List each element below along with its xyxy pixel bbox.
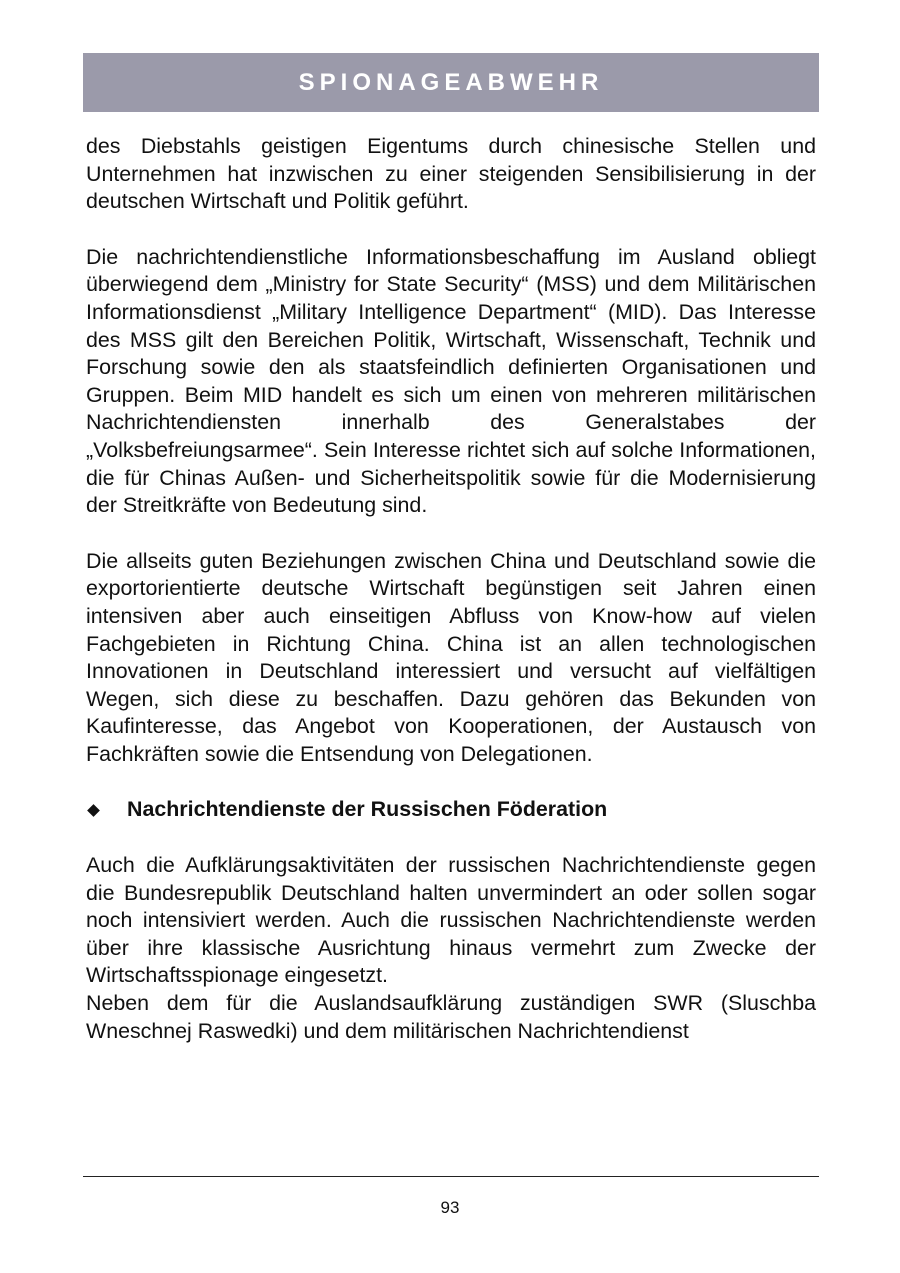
section-heading: [86, 796, 816, 824]
paragraph-intellectual-property: des Diebstahls geistigen Eigentums durch chinesische Stellen und Unternehmen hat inzwischen zu einer steigenden Sensibilisierung in der deutschen Wirtschaft und Politik geführt.: [86, 134, 816, 214]
diamond-bullet-icon: [87, 804, 100, 817]
paragraph-russian-activities: Auch die Aufklärungsaktivitäten der russischen Nachrichtendienste gegen die Bundesrepublik Deutschland halten unvermindert an oder sollen sogar noch intensiviert werden. Auch die russischen Nachrichtendienste werden über ihre klassische Ausrichtung hinaus vermehrt zum Zwecke der Wirtschaftsspionage eingesetzt.: [86, 853, 816, 988]
paragraph-swr-intro: Neben dem für die Auslandsaufklärung zuständigen SWR (Sluschba Wneschnej Raswedki) und dem militärischen Nachrichtendienst: [86, 991, 816, 1043]
page-number: 93: [440, 1198, 460, 1217]
section-heading-text: Nachrichtendienste der Russischen Föderation: [127, 797, 608, 822]
section-header-band: [83, 53, 819, 112]
section-header-title: SPIONAGEABWEHR: [298, 68, 604, 96]
footer-divider: [83, 1176, 819, 1177]
body-content: [86, 133, 816, 1045]
paragraph-china-services: Die nachrichtendienstliche Informationsbeschaffung im Ausland obliegt überwiegend dem „Ministry for State Security“ (MSS) und dem Militärischen Informationsdienst „Military Intelligence Department“ (MID). Das Interesse des MSS gilt den Bereichen Politik, Wirtschaft, Wissenschaft, Technik und Forschung sowie den als staatsfeindlich definierten Organisationen und Gruppen. Beim MID handelt es sich um einen von mehreren militärischen Nachrichtendiensten innerhalb des Generalstabes der „Volksbefreiungsarmee“. Sein Interesse richtet sich auf solche Informationen, die für Chinas Außen- und Sicherheitspolitik sowie für die Modernisierung der Streitkräfte von Bedeutung sind.: [86, 244, 816, 518]
paragraph-know-how-outflow: Die allseits guten Beziehungen zwischen China und Deutschland sowie die exportorientierte deutsche Wirtschaft begünstigen seit Jahren einen intensiven aber auch einseitigen Abfluss von Know-how auf vielen Fachgebieten in Richtung China. China ist an allen technologischen Innovationen in Deutschland interessiert und versucht auf vielfältigen Wegen, sich diese zu beschaffen. Dazu gehören das Bekunden von Kaufinteresse, das Angebot von Kooperationen, der Austausch von Fachkräften sowie die Entsendung von Delegationen.: [86, 548, 816, 766]
